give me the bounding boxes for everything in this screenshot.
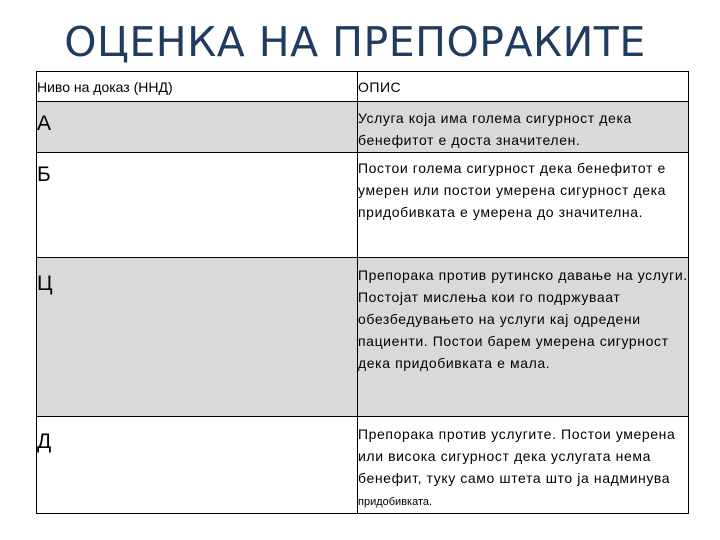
grade-cell: [37, 153, 358, 258]
table-row: [37, 153, 689, 258]
table-row: [37, 102, 689, 153]
header-level: Ниво на доказ (ННД): [37, 72, 358, 102]
description-text-wrap: [358, 423, 688, 513]
grade-cell: [37, 258, 358, 417]
grade-cell: [37, 417, 358, 514]
description-cell: [358, 102, 689, 153]
table-row: [37, 258, 689, 417]
recommendation-grade-table: [36, 71, 689, 514]
header-description: ОПИС: [358, 72, 689, 102]
description-text: Услуга која има голема сигурност дека бенефитот е доста значителен.: [358, 110, 632, 148]
table-row: [37, 417, 689, 514]
table-header-row: [37, 72, 689, 102]
description-text: Постои голема сигурност дека бенефитот е умерен или постои умерена сигурност дека придобивката е умерена до значителна.: [358, 160, 667, 220]
description-cell: [358, 153, 689, 258]
description-cell: [358, 417, 689, 514]
description-text: Препорака против рутинско давање на услуги. Постојат мислења кои го подржуваат обезбедувањето на услуги кај одредени пациенти. Постои барем умерена сигурност дека придобивката е мала.: [358, 267, 688, 371]
description-tail: придобивката.: [358, 496, 433, 508]
grade-label: Б: [37, 163, 51, 186]
grade-label: Д: [37, 430, 52, 453]
description-cell: [358, 258, 689, 417]
description-text: Препорака против услугите. Постои умерена или висока сигурност дека услугата нема бенефит, туку само штета што ја надминува: [358, 426, 676, 486]
grade-label: Ц: [37, 272, 53, 295]
grade-label: А: [37, 112, 52, 135]
page-title: ОЦЕНКА НА ПРЕПОРАКИТЕ: [64, 18, 646, 66]
grade-cell: [37, 102, 358, 153]
